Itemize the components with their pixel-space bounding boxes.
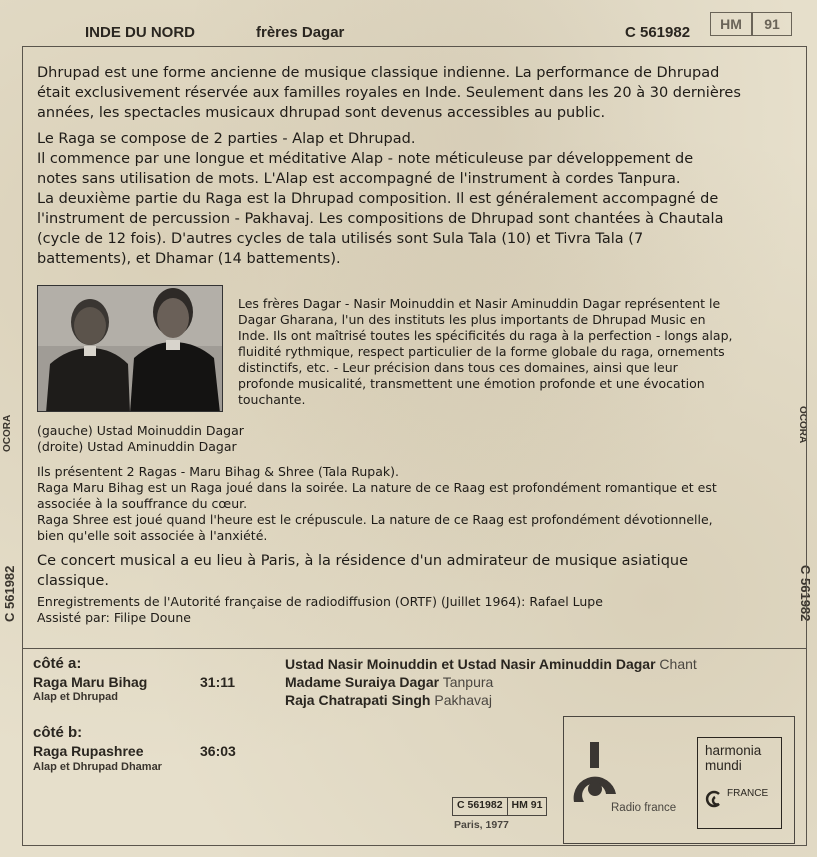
side-a-title: Raga Maru Bihag xyxy=(33,674,148,690)
harmonia-mundi-logo xyxy=(697,737,782,829)
text-line: fluidité rythmique, respect particulier de la forme globale du raga, ornements xyxy=(238,344,725,359)
text-line: Dagar Gharana, l'un des instituts les plus importants de Dhrupad Music en xyxy=(238,312,706,327)
text-line: Ce concert musical a eu lieu à Paris, à la résidence d'un admirateur de musique asiatique xyxy=(37,553,689,569)
text-line: Raga Shree est joué quand l'heure est le crépuscule. La nature de ce Raag est profondément dévotionnelle, xyxy=(37,512,713,527)
spine-catalog-left: C 561982 xyxy=(2,565,17,622)
text-line: Enregistrements de l'Autorité française de radiodiffusion (ORTF) (Juillet 1964): Rafael Lupe xyxy=(37,594,603,609)
photo-illustration xyxy=(38,286,223,412)
ragas-description xyxy=(37,464,802,544)
intro-paragraph-1 xyxy=(37,63,797,123)
side-a-label: côté a: xyxy=(33,655,82,672)
caption-line: (droite) Ustad Aminuddin Dagar xyxy=(37,439,237,454)
text-line: associée à la souffrance du cœur. xyxy=(37,496,248,511)
harmonia-swirl-icon xyxy=(705,790,723,808)
performer-role: Chant xyxy=(659,656,697,672)
spine-label-left: OCORA xyxy=(2,414,13,452)
recording-credits xyxy=(37,594,797,626)
performer-row xyxy=(285,655,697,673)
performer-row xyxy=(285,691,697,709)
brothers-bio xyxy=(238,296,798,408)
region-title: INDE DU NORD xyxy=(85,24,196,41)
text-line: Il commence par une longue et méditative Alap - note méticuleuse par développement de xyxy=(37,151,694,167)
concert-note xyxy=(37,551,797,591)
text-line: distinctifs, etc. - Leur précision dans tous ces domaines, ainsi que leur xyxy=(238,360,678,375)
harmonia-line1: harmonia xyxy=(705,743,762,758)
performer-role: Pakhavaj xyxy=(434,692,492,708)
performers-list xyxy=(285,655,697,709)
performer-name: Raja Chatrapati Singh xyxy=(285,692,431,708)
hm-badge: HM xyxy=(710,12,752,36)
performer-role: Tanpura xyxy=(442,674,494,690)
intro-paragraph-2 xyxy=(37,129,797,269)
text-line: La deuxième partie du Raga est la Dhrupad composition. Il est généralement accompagné de xyxy=(37,191,719,207)
side-b-duration: 36:03 xyxy=(200,743,236,759)
text-line: touchante. xyxy=(238,392,306,407)
text-line: Assisté par: Filipe Doune xyxy=(37,610,191,625)
side-b-title: Raga Rupashree xyxy=(33,743,144,759)
artists-title: frères Dagar xyxy=(256,24,345,41)
side-b-subtitle: Alap et Dhrupad Dhamar xyxy=(33,761,162,773)
photo-caption xyxy=(37,423,244,455)
text-line: l'instrument de percussion - Pakhavaj. Les compositions de Dhrupad sont chantées à Chautala xyxy=(37,211,724,227)
harmonia-line2: mundi xyxy=(705,758,742,773)
header-catalog: C 561982 xyxy=(625,24,691,41)
text-line: Ils présentent 2 Ragas - Maru Bihag & Shree (Tala Rupak). xyxy=(37,464,399,479)
text-line: Inde. Ils ont maîtrisé toutes les spécificités du raga à la perfection - longs alap, xyxy=(238,328,733,343)
number-badge: 91 xyxy=(752,12,792,36)
footer-hm: HM 91 xyxy=(511,799,543,811)
side-b-label: côté b: xyxy=(33,724,83,741)
text-line: Le Raga se compose de 2 parties - Alap et Dhrupad. xyxy=(37,131,416,147)
performer-name: Ustad Nasir Moinuddin et Ustad Nasir Aminuddin Dagar xyxy=(285,656,656,672)
footer-place-date: Paris, 1977 xyxy=(454,819,509,831)
footer-catalog: C 561982 xyxy=(453,798,508,815)
text-line: battements), et Dhamar (14 battements). xyxy=(37,251,341,267)
text-line: profonde musicalité, transmettent une émotion profonde et une évocation xyxy=(238,376,705,391)
radio-france-text: Radio france xyxy=(611,802,677,814)
text-line: années, les spectacles musicaux dhrupad sont devenus accessibles au public. xyxy=(37,105,606,121)
text-line: Dhrupad est une forme ancienne de musique classique indienne. La performance de Dhrupad xyxy=(37,65,720,81)
performer-row xyxy=(285,673,697,691)
side-a-duration: 31:11 xyxy=(200,674,236,690)
text-line: Les frères Dagar - Nasir Moinuddin et Nasir Aminuddin Dagar représentent le xyxy=(238,296,721,311)
caption-line: (gauche) Ustad Moinuddin Dagar xyxy=(37,423,244,438)
spine-label-right: OCORA xyxy=(797,406,808,444)
text-line: Raga Maru Bihag est un Raga joué dans la soirée. La nature de ce Raag est profondément romantique et est xyxy=(37,480,717,495)
footer-catalog-box xyxy=(452,797,547,816)
performer-name: Madame Suraiya Dagar xyxy=(285,674,440,690)
spine-catalog-right: C 561982 xyxy=(798,565,813,622)
text-line: bien qu'elle soit associée à l'anxiété. xyxy=(37,528,268,543)
dagar-brothers-photo xyxy=(37,285,223,412)
text-line: était exclusivement réservée aux familles royales en Inde. Seulement dans les 20 à 30 dernières xyxy=(37,85,741,101)
text-line: (cycle de 12 fois). D'autres cycles de tala utilisés sont Sula Tala (10) et Tivra Tala (7 xyxy=(37,231,644,247)
text-line: classique. xyxy=(37,573,109,589)
harmonia-country: FRANCE xyxy=(727,788,769,799)
side-a-subtitle: Alap et Dhrupad xyxy=(33,691,118,703)
text-line: notes sans utilisation de mots. L'Alap est accompagné de l'instrument à cordes Tanpura. xyxy=(37,171,681,187)
